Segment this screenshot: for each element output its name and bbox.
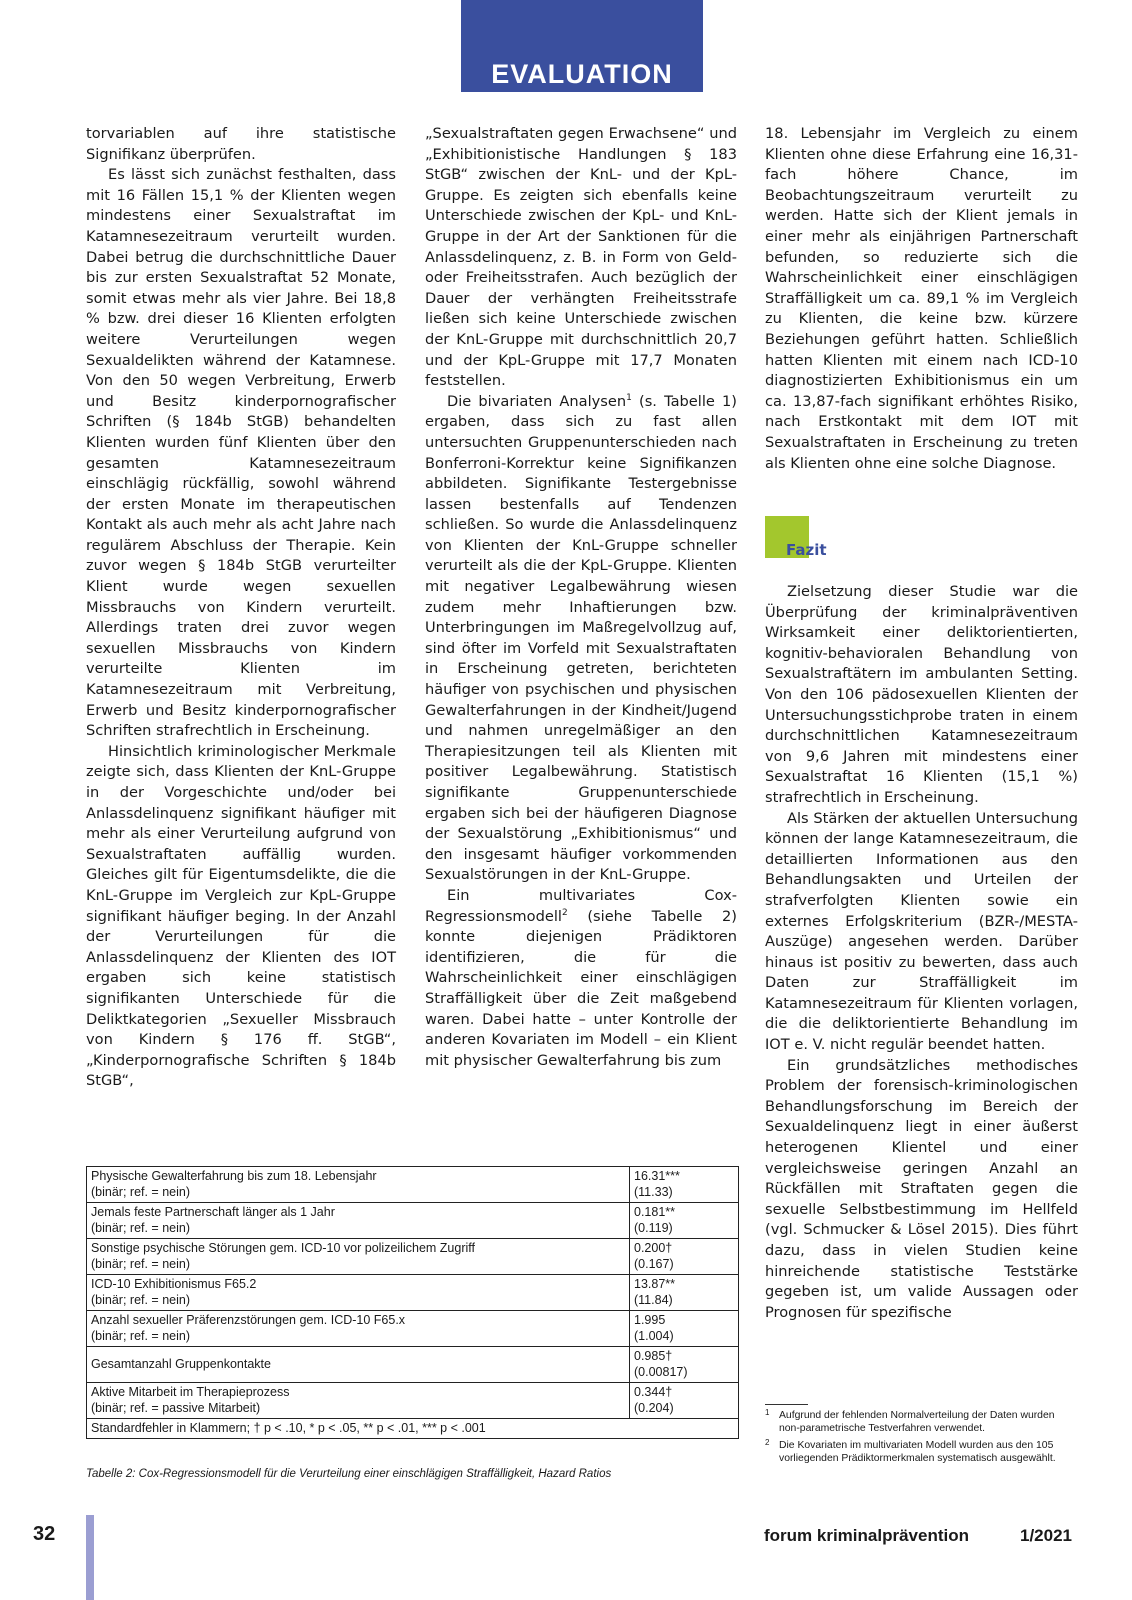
table-caption: Tabelle 2: Cox-Regressionsmodell für die Verurteilung einer einschlägigen Straffälligkeit, Hazard Ratios [86,1468,612,1480]
footer-accent-bar [86,1515,94,1600]
table-row [87,1167,739,1203]
paragraph: torvariablen auf ihre statistische Signifikanz überprüfen. [86,125,396,163]
table-cell-label: Gesamtanzahl Gruppenkontakte [87,1347,630,1383]
table-cell-value: 13.87** (11.84) [630,1275,739,1311]
table-row [87,1203,739,1239]
table-cell-value: 0.985† (0.00817) [630,1347,739,1383]
footnote-text: Die Kovariaten im multivariaten Modell wurden aus den 105 vorliegenden Prädiktormerkmalen systematisch ausgewählt. [779,1440,1056,1464]
table-cell-value: 0.344† (0.204) [630,1383,739,1419]
section-title: EVALUATION [491,59,673,89]
article-column-3 [765,124,1078,474]
article-column-2 [425,124,737,1071]
footnote-text: Aufgrund der fehlenden Normalverteilung der Daten wurden non-parametrische Testverfahren verwendet. [779,1410,1055,1434]
table-row [87,1311,739,1347]
table-row [87,1239,739,1275]
table-row [87,1383,739,1419]
table-cell-label: ICD-10 Exhibitionismus F65.2 (binär; ref. = nein) [87,1275,630,1311]
page-number: 32 [33,1523,56,1545]
issue-number: 1/2021 [1020,1526,1072,1545]
fazit-heading: Fazit [786,541,827,559]
table-cell-value: 0.200† (0.167) [630,1239,739,1275]
paragraph: Die bivariaten Analysen$^1$ (s. Tabelle 1) ergaben, dass sich zu fast allen untersuchten Gruppenunterschieden nach Bonferroni-Korrektur keine Signifikanzen abbildeten. Signifikante Testergebnisse lassen bestenfalls auf Tendenzen schließen. So wurde die Anlassdelinquenz von Klienten der KnL-Gruppe schneller verurteilt als die der KpL-Gruppe. Klienten mit negativer Legalbewährung wiesen zudem mehr Inhaftierungen bzw. Unterbringungen im Maßregelvollzug auf, sind öfter im Vorfeld mit Sexualstraftaten in Erscheinung getreten, berichteten häufiger von psychischen und physischen Gewalterfahrungen in der Kindheit/Jugend und nahmen unregelmäßiger an den Therapiesitzungen teil als Klienten mit positiver Legalbewährung. Statistisch signifikante Gruppenunterschiede ergaben sich bei der häufigeren Diagnose der Sexualstörung „Exhibitionismus“ und den insgesamt häufiger vorkommenden Sexualstörungen in der KnL-Gruppe. [425,392,737,884]
table-cell-value: 1.995 (1.004) [630,1311,739,1347]
paragraph: Ein grundsätzliches methodisches Problem der forensisch-kriminologischen Behandlungsforschung im Bereich der Sexualdelinquenz liegt in einer äußerst heterogenen Klientel und einer vergleichsweise geringen Anzahl an Rückfällen mit Straftaten gegen die sexuelle Selbstbestimmung im Hellfeld (vgl. Schmucker & Lösel 2015). Dies führt dazu, dass in vielen Studien keine hinreichende statistische Teststärke gegeben ist, um valide Aussagen oder Prognosen für spezifische [765,1056,1078,1321]
paragraph: Zielsetzung dieser Studie war die Überprüfung der kriminalpräventiven Wirksamkeit einer deliktorientierten, kognitiv-behavioralen Behandlung von Sexualstraftätern im ambulanten Setting. Von den 106 pädosexuellen Klienten der Untersuchungsstichprobe traten in einem durchschnittlichen Katamnesezeitraum von 9,6 Jahren mit mindestens einer Sexualstraftat 16 Klienten (15,1 %) strafrechtlich in Erscheinung. [765,583,1078,806]
table-row [87,1347,739,1383]
table-cell-label: Anzahl sexueller Präferenzstörungen gem. ICD-10 F65.x (binär; ref. = nein) [87,1311,630,1347]
footnote-number: 1 [765,1408,770,1417]
footnote-2 [765,1440,1078,1465]
table-note-row [87,1419,739,1439]
footnote-ref: 2 [561,907,568,918]
paragraph: Es lässt sich zunächst festhalten, dass mit 16 Fällen 15,1 % der Klienten wegen mindestens einer Sexualstraftat im Katamnesezeitraum verurteilt wurden. Dabei betrug die durchschnittliche Dauer bis zur ersten Sexualstraftat 52 Monate, somit etwas mehr als vier Jahre. Bei 18,8 % bzw. drei dieser 16 Klienten erfolgten weitere Verurteilungen wegen Sexualdelikten während der Katamnese. Von den 50 wegen Verbreitung, Erwerb und Besitz kinderpornografischer Schriften (§ 184b StGB) behandelten Klienten wurden fünf Klienten über den gesamten Katamnesezeitraum einschlägig rückfällig, sowohl während der ersten Monate im therapeutischen Kontakt als auch mehr als acht Jahre nach regulärem Abschluss der Therapie. Kein zuvor wegen § 184b StGB verurteilter Klient wurde wegen sexuellen Missbrauchs von Kindern verurteilt. Allerdings traten drei zuvor wegen sexuellen Missbrauchs von Kindern verurteilte Klienten im Katamnesezeitraum mit Verbreitung, Erwerb und Besitz kinderpornografischer Schriften strafrechtlich in Erscheinung. [86,166,396,740]
table-cell-value: 0.181** (0.119) [630,1203,739,1239]
table-cell-label: Physische Gewalterfahrung bis zum 18. Lebensjahr (binär; ref. = nein) [87,1167,630,1203]
paragraph: Als Stärken der aktuellen Untersuchung können der lange Katamnesezeitraum, die detaillierten Informationen aus den Behandlungsakten und Urteilen der strafverfolgten Klienten sowie ein externes Erfolgskriterium (BZR-/MESTA-Auszüge) angesehen werden. Darüber hinaus ist positiv zu bewerten, dass auch Daten zur Straffälligkeit im Katamnesezeitraum für Klienten vorlagen, die die deliktorientierte Behandlung im IOT e. V. nicht regulär beendet hatten. [765,809,1078,1054]
footnote-number: 2 [765,1438,770,1447]
table-cell-label: Sonstige psychische Störungen gem. ICD-10 vor polizeilichem Zugriff (binär; ref. = nein) [87,1239,630,1275]
section-header-tab [461,0,703,92]
paragraph: 18. Lebensjahr im Vergleich zu einem Klienten ohne diese Erfahrung eine 16,31-fach höhere Chance, im Beobachtungszeitraum verurteilt zu werden. Hatte sich der Klient jemals in einer mehr als einjährigen Partnerschaft befunden, so reduzierte sich die Wahrscheinlichkeit einer einschlägigen Straffälligkeit um ca. 89,1 % im Vergleich zu Klienten, die keine bzw. kürzere Beziehungen geführt hatten. Schließlich hatten Klienten mit einem nach ICD-10 diagnostizierten Exhibitionismus ein um ca. 13,87-fach signifikant erhöhtes Risiko, nach Erstkontakt mit dem IOT mit Sexualstraftaten in Erscheinung zu treten als Klienten ohne eine solche Diagnose. [765,125,1078,472]
footnote-ref: 1 [626,392,632,403]
table-note: Standardfehler in Klammern; † p < .10, * p < .05, ** p < .01, *** p < .001 [87,1419,739,1439]
magazine-title: forum kriminalprävention [764,1526,969,1545]
table-row [87,1275,739,1311]
footnote-divider [765,1404,808,1405]
table-cell-label: Jemals feste Partnerschaft länger als 1 Jahr (binär; ref. = nein) [87,1203,630,1239]
table-cell-value: 16.31*** (11.33) [630,1167,739,1203]
fazit-section [765,582,1078,1323]
paragraph: „Sexualstraftaten gegen Erwachsene“ und „Exhibitionistische Handlungen § 183 StGB“ zwischen der KnL- und der KpL-Gruppe. Es zeigten sich ebenfalls keine Unterschiede zwischen der KpL- und KnL-Gruppe in der Art der Sanktionen für die Anlassdelinquenz, z. B. in Form von Geld- oder Freiheitsstrafen. Auch bezüglich der Dauer der verhängten Freiheitsstrafe ließen sich keine Unterschiede zwischen der KnL-Gruppe mit durchschnittlich 20,7 und der KpL-Gruppe mit 17,7 Monaten feststellen. [425,125,737,390]
paragraph: Hinsichtlich kriminologischer Merkmale zeigte sich, dass Klienten der KnL-Gruppe in der Vorgeschichte und/oder bei Anlassdelinquenz signifikant häufiger mit mehr als einer Verurteilung aufgrund von Sexualstraftaten auffällig wurden. Gleiches gilt für Eigentumsdelikte, die die KnL-Gruppe im Vergleich zur KpL-Gruppe signifikant häufiger beging. In der Anzahl der Verurteilungen für die Anlassdelinquenz der Klienten des IOT ergaben sich keine statistisch signifikanten Unterschiede für die Deliktkategorien „Sexueller Missbrauch von Kindern § 176 ff. StGB“, „Kinderpornografische Schriften § 184b StGB“, [86,742,396,1090]
article-column-1 [86,124,396,1092]
table-cell-label: Aktive Mitarbeit im Therapieprozess (binär; ref. = passive Mitarbeit) [87,1383,630,1419]
cox-regression-table [86,1166,739,1439]
footnote-1 [765,1410,1078,1435]
paragraph: Ein multivariates Cox-Regressionsmodell$^2$ (siehe Tabelle 2) konnte diejenigen Prädiktoren identifizieren, die für die Wahrscheinlichkeit einer einschlägigen Straffälligkeit über die Zeit maßgebend waren. Dabei hatte – unter Kontrolle der anderen Kovariaten im Modell – ein Klient mit physischer Gewalterfahrung bis zum [425,886,737,1069]
